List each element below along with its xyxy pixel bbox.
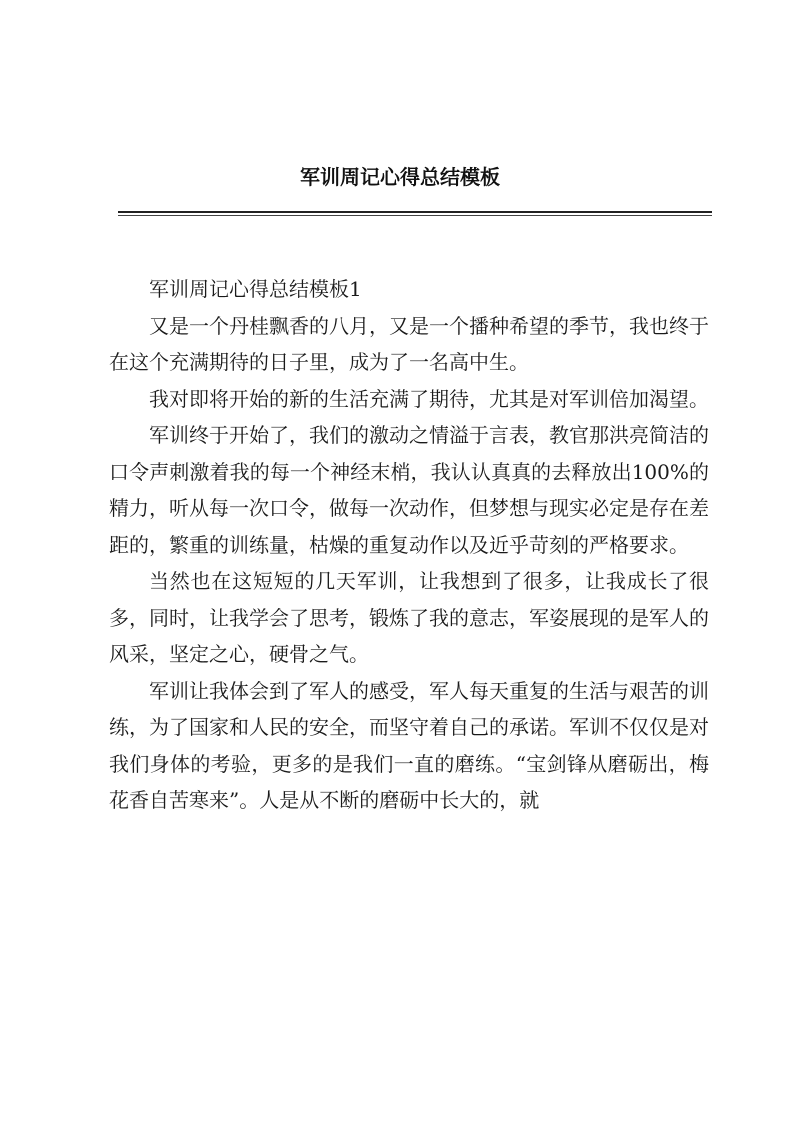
document-body <box>109 271 709 819</box>
section-heading: 军训周记心得总结模板1 <box>149 277 362 301</box>
document-title: 军训周记心得总结模板 <box>300 165 500 189</box>
paragraph: 我对即将开始的新的生活充满了期待，尤其是对军训倍加渴望。 <box>149 386 709 411</box>
paragraph: 又是一个丹桂飘香的八月，又是一个播种希望的季节，我也终于在这个充满期待的日子里，成为了一名高中生。 <box>109 313 709 374</box>
paragraph: 军训让我体会到了军人的感受，军人每天重复的生活与艰苦的训练，为了国家和人民的安全，而坚守着自己的承诺。军训不仅仅是对我们身体的考验，更多的是我们一直的磨练。“宝剑锋从磨砺出，梅花香自苦寒来”。人是从不断的磨砺中长大的，就 <box>109 678 709 812</box>
paragraph: 当然也在这短短的几天军训，让我想到了很多，让我成长了很多，同时，让我学会了思考，锻炼了我的意志，军姿展现的是军人的风采，坚定之心，硬骨之气。 <box>109 569 709 666</box>
title-divider-thick <box>118 211 712 213</box>
title-divider-thin <box>118 215 712 216</box>
paragraph: 军训终于开始了，我们的激动之情溢于言表，教官那洪亮简洁的口令声刺激着我的每一个神经末梢，我认认真真的去释放出100%的精力，听从每一次口令，做每一次动作，但梦想与现实必定是存在差距的，繁重的训练量，枯燥的重复动作以及近乎苛刻的严格要求。 <box>109 423 709 557</box>
